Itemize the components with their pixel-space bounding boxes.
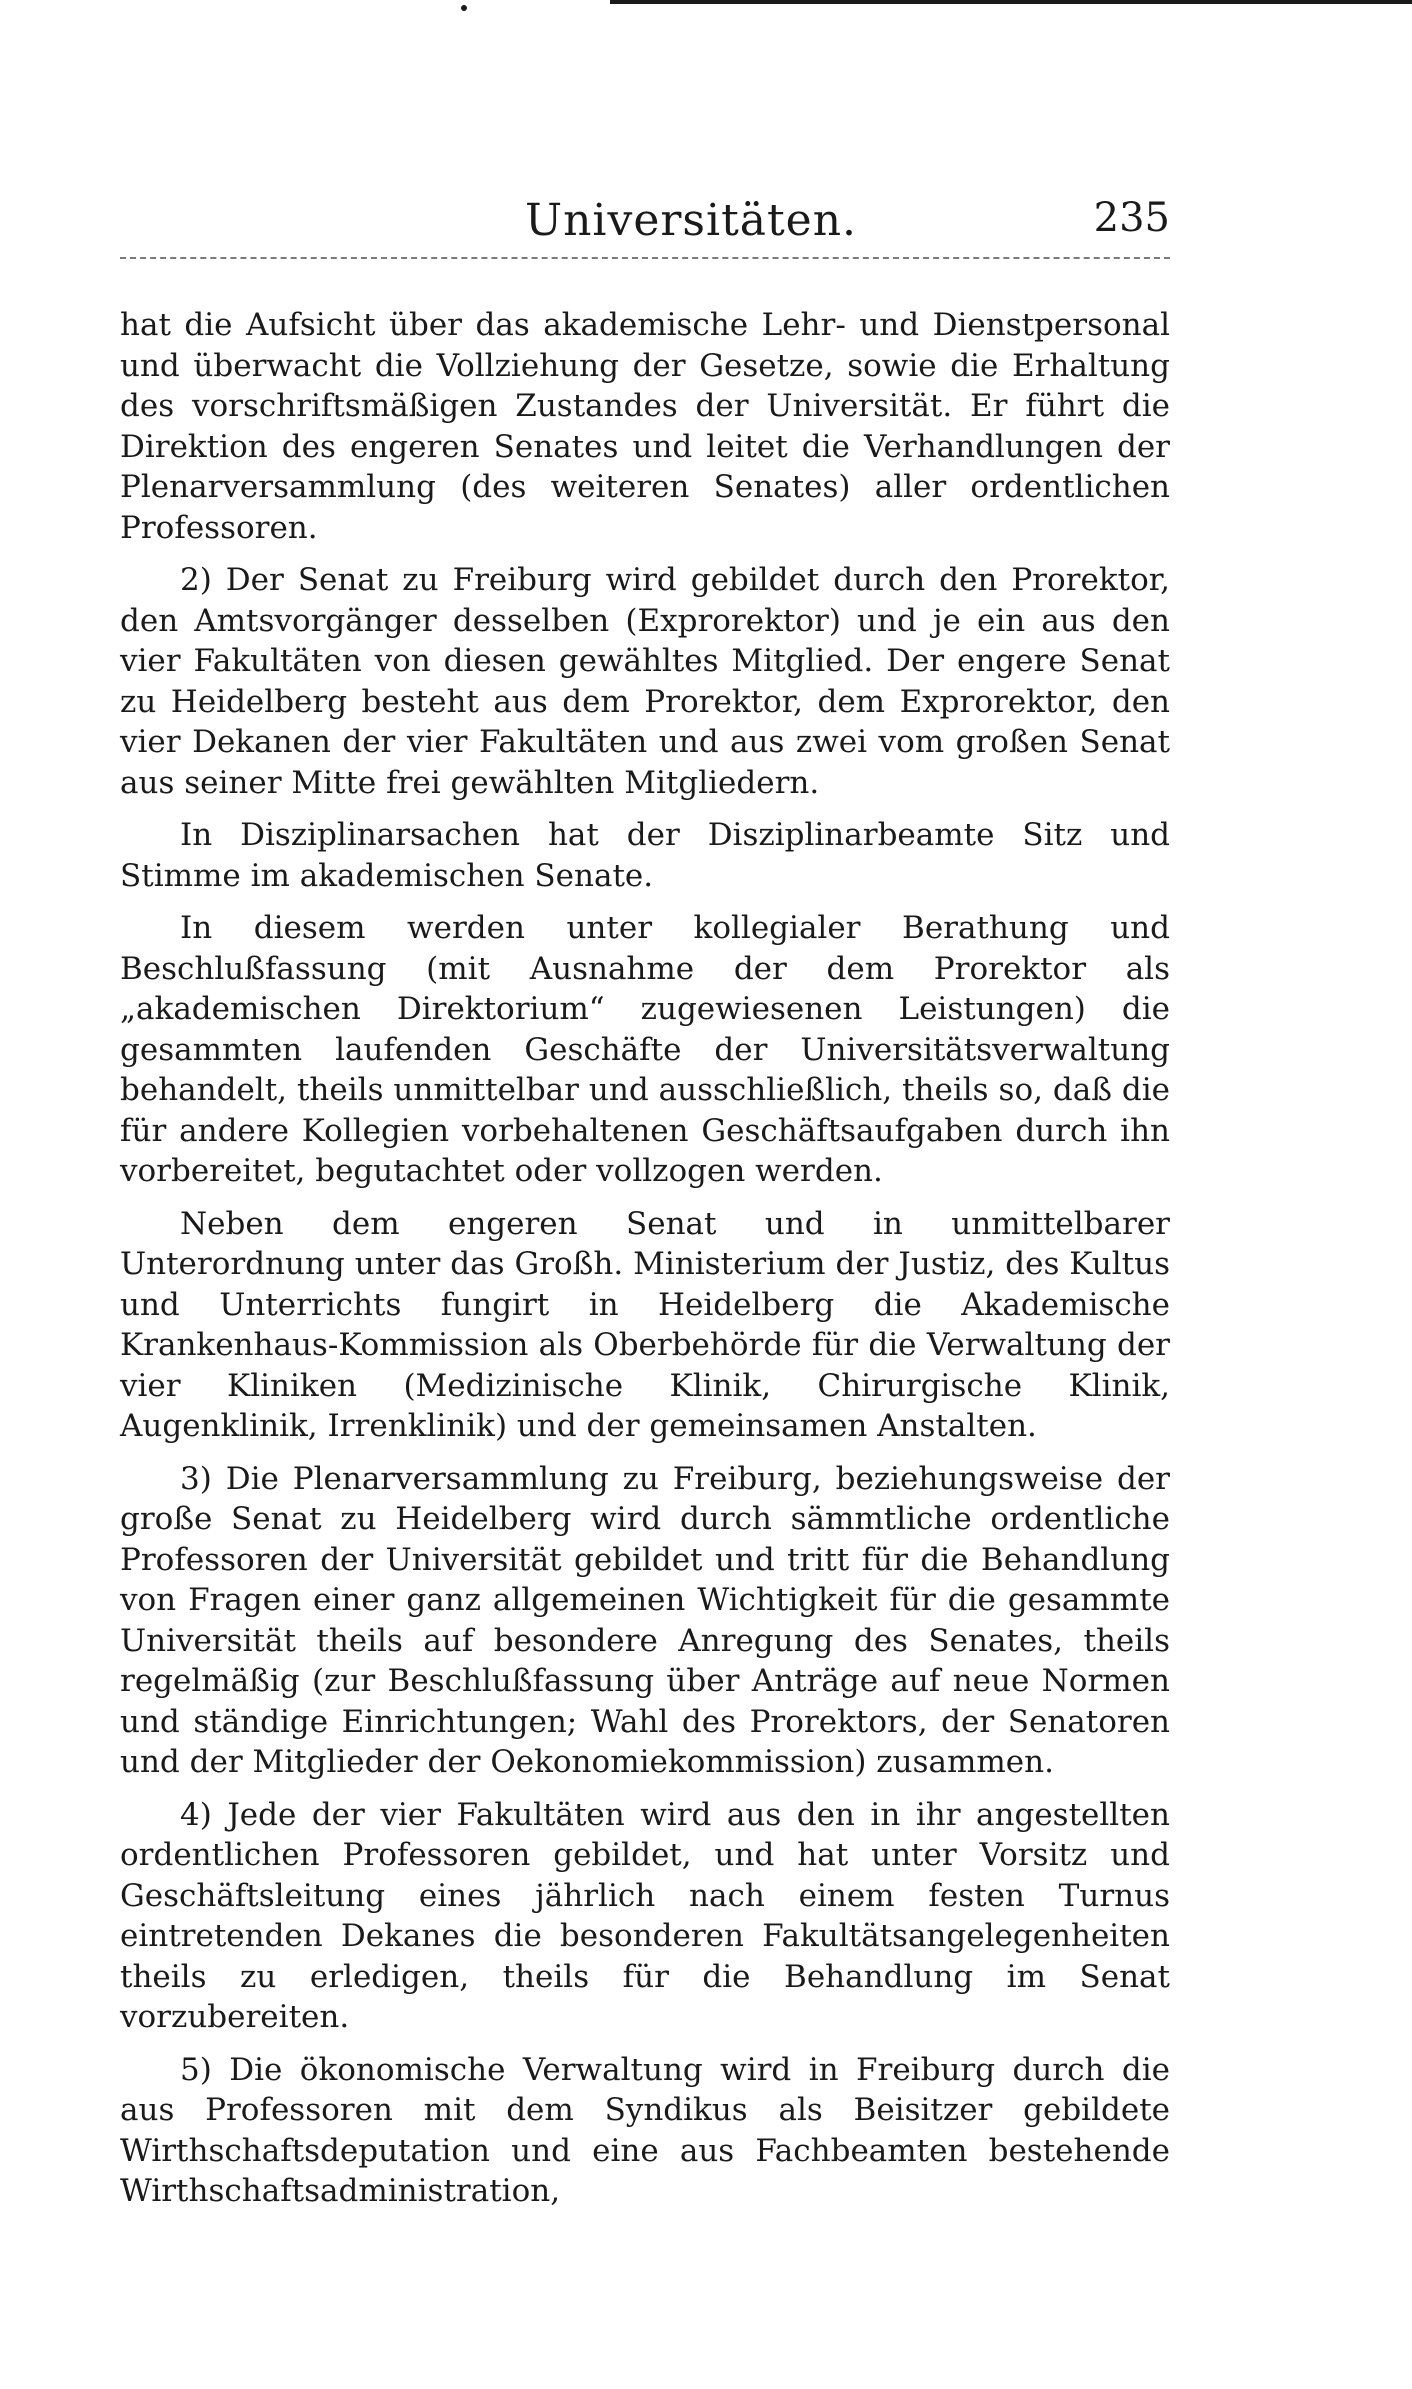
paragraph-fakultaeten: 4) Jede der vier Fakultäten wird aus den in ihr angestellten ordentlichen Professoren gebildet, und hat unter Vorsitz und Geschäftsleitung eines jährlich nach einem festen Turnus eintretenden Dekanes die besonderen Fakultätsangelegenheiten theils zu erledigen, theils für die Behandlung im Senat vorzubereiten. — [120, 1796, 1170, 2035]
paragraph-plenarversammlung: 3) Die Plenarversammlung zu Freiburg, beziehungsweise der große Senat zu Heidelberg wird durch sämmtliche ordentliche Professoren der Universität gebildet und tritt für die Behandlung von Fragen einer ganz allgemeinen Wichtigkeit für die gesammte Universität theils auf besondere Anregung des Senates, theils regelmäßig (zur Beschlußfassung über Anträge auf neue Normen und ständige Einrichtungen; Wahl des Prorektors, der Senatoren und der Mitglieder der Oekonomiekommission) zusammen. — [120, 1460, 1170, 1780]
body-text — [120, 305, 1170, 2224]
paragraph-senat: 2) Der Senat zu Freiburg wird gebildet durch den Prorektor, den Amtsvorgänger desselben (Exprorektor) und je ein aus den vier Fakultäten von diesen gewähltes Mitglied. Der engere Senat zu Heidelberg besteht aus dem Prorektor, dem Exprorektor, den vier Dekanen der vier Fakultäten und aus zwei vom großen Senat aus seiner Mitte frei gewählten Mitgliedern. — [120, 562, 1170, 801]
paragraph-disziplinarsachen: In Disziplinarsachen hat der Disziplinarbeamte Sitz und Stimme im akademischen Senate. — [120, 817, 1170, 894]
header-rule — [120, 257, 1170, 259]
running-title: Universitäten. — [525, 195, 858, 246]
paragraph-krankenhaus-kommission: Neben dem engeren Senat und in unmittelbarer Unterordnung unter das Großh. Ministerium der Justiz, des Kultus und Unterrichts fungirt in Heidelberg die Akademische Krankenhaus-Kommission als Oberbehörde für die Verwaltung der vier Kliniken (Medizinische Klinik, Chirurgische Klinik, Augenklinik, Irrenklinik) und der gemeinsamen Anstalten. — [120, 1205, 1170, 1444]
paragraph-continued: hat die Aufsicht über das akademische Lehr- und Dienstpersonal und überwacht die Vollziehung der Gesetze, sowie die Erhaltung des vorschriftsmäßigen Zustandes der Universität. Er führt die Direktion des engeren Senates und leitet die Verhandlungen der Plenarversammlung (des weiteren Senates) aller ordentlichen Professoren. — [120, 307, 1170, 546]
top-border-line — [610, 0, 1412, 4]
paragraph-geschaefte: In diesem werden unter kollegialer Berathung und Beschlußfassung (mit Ausnahme der dem Prorektor als „akademischen Direktorium“ zugewiesenen Leistungen) die gesammten laufenden Geschäfte der Universitätsverwaltung behandelt, theils unmittelbar und ausschließlich, theils so, daß die für andere Kollegien vorbehaltenen Geschäftsaufgaben durch ihn vorbereitet, begutachtet oder vollzogen werden. — [120, 910, 1170, 1189]
page-number: 235 — [1093, 195, 1170, 241]
paragraph-oekonomische-verwaltung: 5) Die ökonomische Verwaltung wird in Freiburg durch die aus Professoren mit dem Syndikus als Beisitzer gebildete Wirthschaftsdeputation und eine aus Fachbeamten bestehende Wirthschaftsadministration, — [120, 2051, 1170, 2209]
running-header — [120, 195, 1170, 265]
ink-dot — [461, 5, 467, 11]
